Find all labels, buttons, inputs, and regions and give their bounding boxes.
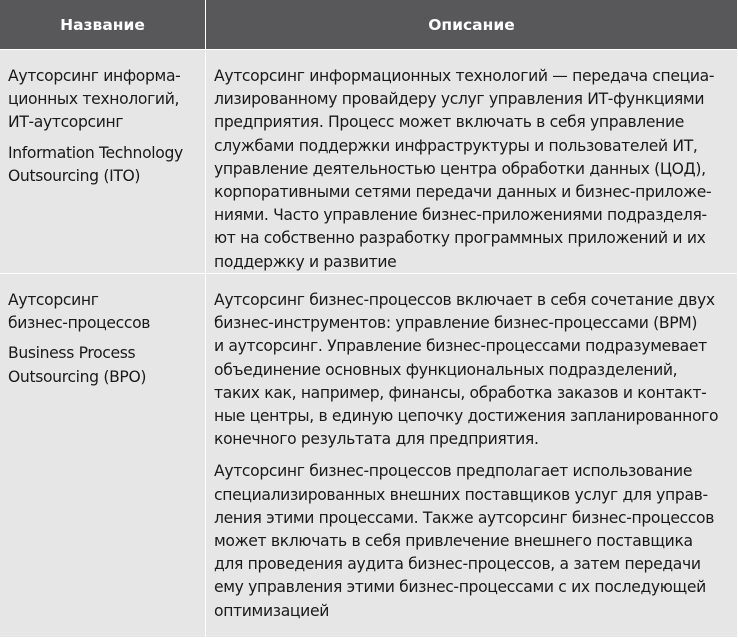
table-row (0, 273, 737, 637)
header-name: Название (0, 0, 206, 49)
name-cell (0, 274, 206, 637)
header-description: Описание (428, 15, 515, 34)
name-cell (0, 50, 206, 273)
description-paragraph: Аутсорсинг информационных технологий — передача специа- лизированному провайдеру услуг управления ИТ-функциями предприятия. Процесс может включать в себя управление службами поддержки инфраструктуры и пользователей ИТ, управление деятельностью центра обработки данных (ЦОД), корпоративными сетями передачи данных и бизнес-приложе- ниями. Часто управление бизнес-приложениями подразделя- ют на собственно разработку программных приложений и их поддержку и развитие (214, 67, 715, 271)
table-header (0, 0, 737, 49)
name-russian: Аутсорсинг информа- ционных технологий, ИТ-аутсорсинг (8, 67, 181, 132)
description-cell (206, 274, 737, 637)
name-english: Information Technology Outsourcing (ITO) (8, 143, 183, 185)
name-english: Business Process Outsourcing (BPO) (8, 344, 147, 386)
description-paragraph: Аутсорсинг бизнес-процессов включает в себя сочетание двух бизнес-инструментов: управление бизнес-процессами (BPM) и аутсорсинг. Управление бизнес-процессами подразумевает объединение основных функциональных подразделений, таких как, например, финансы, обработка заказов и контакт- ные центры, в единую цепочку достижения запланированного конечного результата для предприятия. (214, 291, 719, 449)
description-paragraph: Аутсорсинг бизнес-процессов предполагает использование специализированных внешних поставщиков услуг для управ- ления этими процессами. Также аутсорсинг бизнес-процессов может включать в себя привлечение внешнего поставщика для проведения аудита бизнес-процессов, а затем передачи ему управления этими бизнес-процессами с их последующей оптимизацией (214, 462, 715, 620)
name-russian: Аутсорсинг бизнес-процессов (8, 291, 151, 333)
table-row (0, 49, 737, 273)
description-cell (206, 50, 737, 273)
